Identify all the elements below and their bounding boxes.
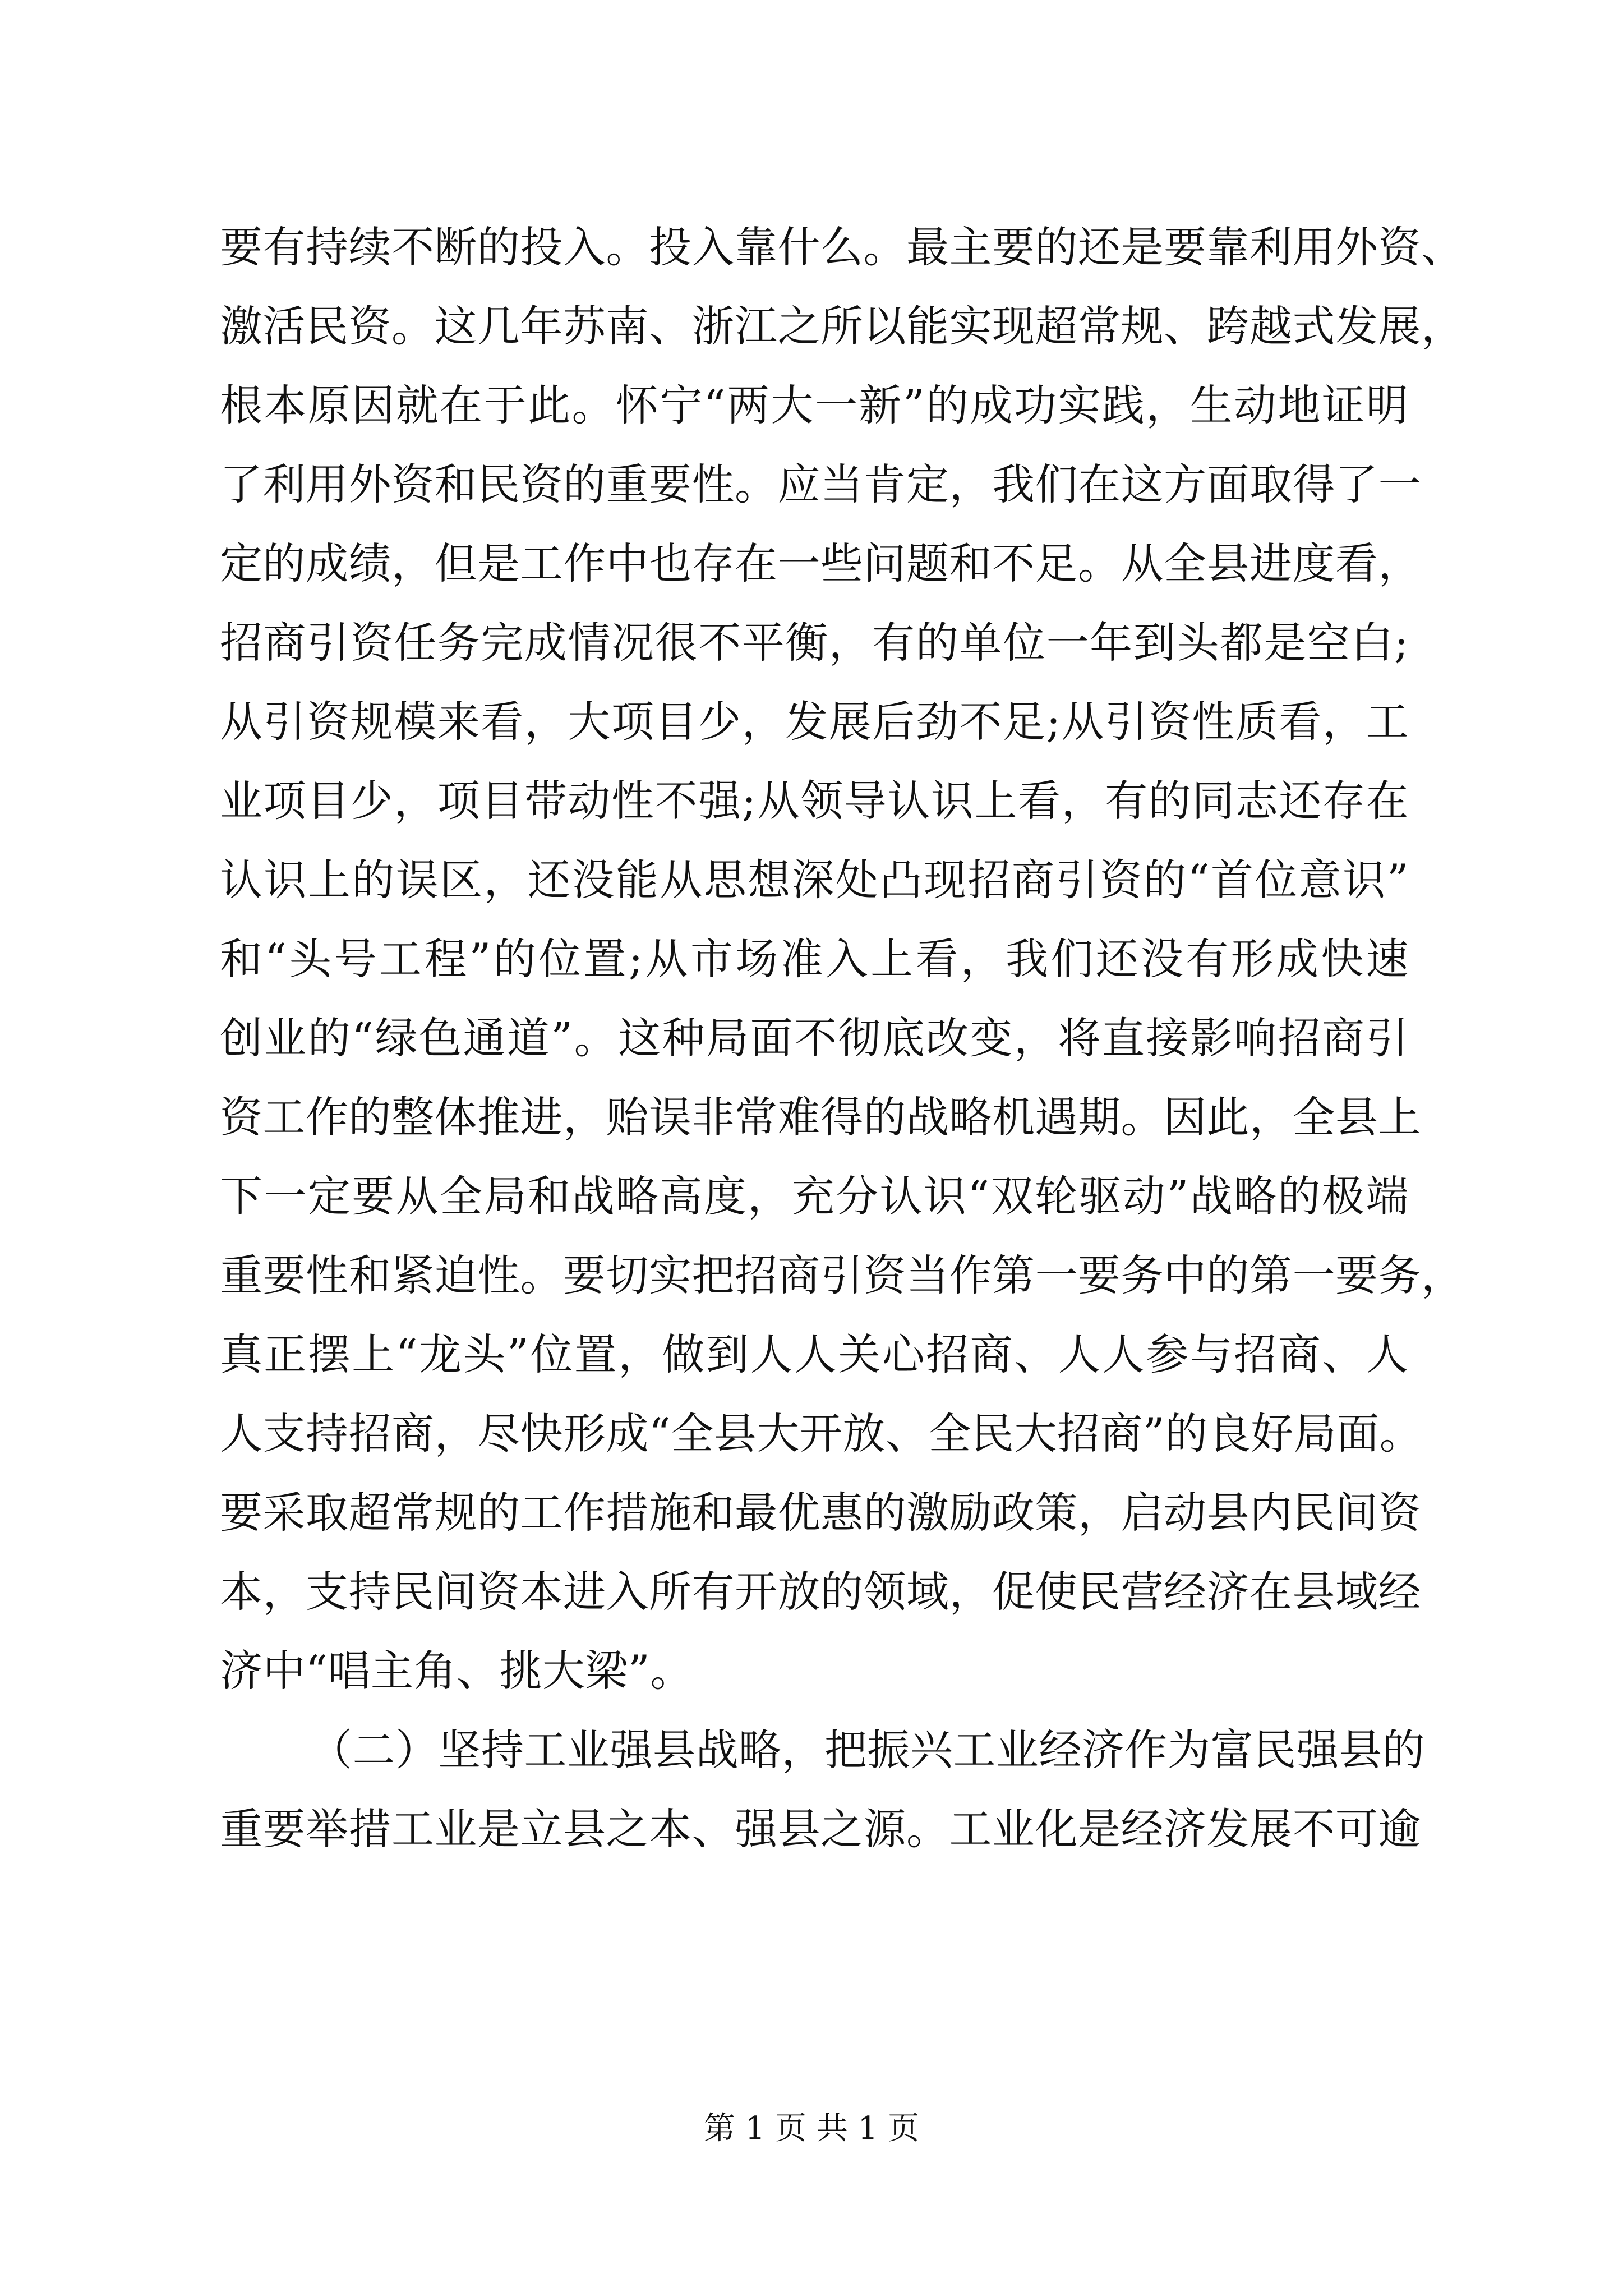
text-line: 招商引资任务完成情况很不平衡，有的单位一年到头都是空白;	[220, 618, 1409, 668]
text-line: 重要性和紧迫性。要切实把招商引资当作第一要务中的第一要务，	[220, 1250, 1464, 1300]
text-line: 了利用外资和民资的重要性。应当肯定，我们在这方面取得了一	[220, 459, 1421, 509]
text-line: 人支持招商，尽快形成“全县大开放、全民大招商”的良好局面。	[220, 1409, 1423, 1458]
text-line: 重要举措工业是立县之本、强县之源。工业化是经济发展不可逾	[220, 1804, 1421, 1854]
text-line: 和“头号工程”的位置;从市场准入上看，我们还没有形成快速	[220, 934, 1409, 984]
text-line: 业项目少，项目带动性不强;从领导认识上看，有的同志还存在	[220, 776, 1409, 826]
text-line: 济中“唱主角、挑大梁”。	[220, 1646, 693, 1696]
text-line: 激活民资。这几年苏南、浙江之所以能实现超常规、跨越式发展，	[220, 301, 1464, 351]
text-line: 要采取超常规的工作措施和最优惠的激励政策，启动县内民间资	[220, 1488, 1421, 1538]
text-line: 要有持续不断的投入。投入靠什么。最主要的还是要靠利用外资、	[220, 222, 1464, 272]
text-line: 创业的“绿色通道”。这种局面不彻底改变，将直接影响招商引	[220, 1013, 1409, 1063]
section-heading-line: （二）坚持工业强县战略，把振兴工业经济作为富民强县的	[310, 1725, 1425, 1775]
text-line: 资工作的整体推进，贻误非常难得的战略机遇期。因此，全县上	[220, 1092, 1421, 1142]
page-footer: 第 1 页 共 1 页	[703, 2110, 920, 2147]
body-text	[220, 208, 1464, 1869]
text-line: 认识上的误区，还没能从思想深处凸现招商引资的“首位意识”	[220, 855, 1409, 905]
text-line: 本，支持民间资本进入所有开放的领域，促使民营经济在县域经	[220, 1567, 1421, 1617]
text-line: 真正摆上“龙头”位置，做到人人关心招商、人人参与招商、人	[220, 1329, 1409, 1379]
text-line: 从引资规模来看，大项目少，发展后劲不足;从引资性质看，工	[220, 697, 1409, 747]
text-line: 定的成绩，但是工作中也存在一些问题和不足。从全县进度看，	[220, 539, 1421, 588]
text-line: 根本原因就在于此。怀宁“两大一新”的成功实践，生动地证明	[220, 380, 1409, 430]
text-line: 下一定要从全局和战略高度，充分认识“双轮驱动”战略的极端	[220, 1171, 1409, 1221]
